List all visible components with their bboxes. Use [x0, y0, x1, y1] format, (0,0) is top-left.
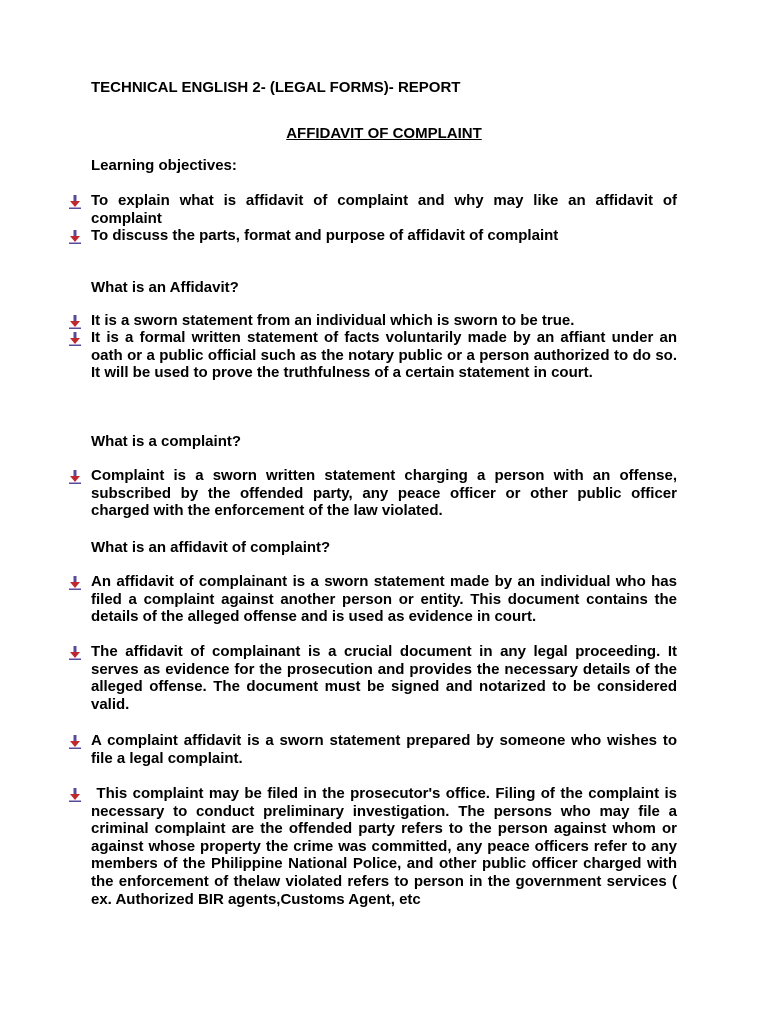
arrow-bullet-icon [69, 576, 81, 590]
list-item [91, 732, 677, 767]
affidavit-of-complaint-heading: What is an affidavit of complaint? [91, 539, 331, 556]
arrow-bullet-icon [69, 315, 81, 329]
complaint-text: Complaint is a sworn written statement charging a person with an offense, subscribed by the offended party, any peace officer or other public officer charged with the enforcement of the law violated. [91, 467, 677, 520]
affidavit-text: It is a sworn statement from an individual which is sworn to be true. [91, 312, 575, 329]
list-item [91, 312, 677, 330]
list-item [91, 643, 677, 713]
arrow-bullet-icon [69, 646, 81, 660]
affidavit-of-complaint-text: The affidavit of complainant is a crucial document in any legal proceeding. It serves as evidence for the prosecution and provides the necessary details of the alleged offense. The document must be signed and notarized to be considered valid. [91, 643, 677, 713]
complaint-heading: What is a complaint? [91, 433, 242, 450]
affidavit-heading: What is an Affidavit? [91, 279, 239, 296]
objective-text: To discuss the parts, format and purpose of affidavit of complaint [91, 227, 559, 244]
list-item [91, 573, 677, 626]
list-item [91, 227, 677, 245]
objective-text: To explain what is affidavit of complaint and why may like an affidavit of complaint [91, 192, 677, 227]
affidavit-of-complaint-text: An affidavit of complainant is a sworn statement made by an individual who has filed a complaint against another person or entity. This document contains the details of the alleged offense and is used as evidence in court. [91, 573, 677, 626]
affidavit-text: It is a formal written statement of facts voluntarily made by an affiant under an oath or a public official such as the notary public or a person authorized to do so. It will be used to prove the truthfulness of a certain statement in court. [91, 329, 677, 382]
arrow-bullet-icon [69, 195, 81, 209]
list-item [91, 192, 677, 227]
list-item [91, 467, 677, 520]
affidavit-of-complaint-text: This complaint may be filed in the prosecutor's office. Filing of the complaint is necessary to conduct preliminary investigation. The persons who may file a criminal complaint are the offended party refers to the person against whom or against whose property the crime was committed, any peace officers refer to any members of the Philippine National Police, and other public officer charged with the enforcement of thelaw violated refers to person in the government services ( ex. Authorized BIR agents,Customs Agent, etc [91, 785, 682, 908]
list-item [91, 785, 682, 908]
course-title: TECHNICAL ENGLISH 2- (LEGAL FORMS)- REPORT [91, 79, 461, 96]
affidavit-of-complaint-text: A complaint affidavit is a sworn statement prepared by someone who wishes to file a legal complaint. [91, 732, 677, 767]
arrow-bullet-icon [69, 332, 81, 346]
arrow-bullet-icon [69, 230, 81, 244]
arrow-bullet-icon [69, 788, 81, 802]
page-title: AFFIDAVIT OF COMPLAINT [286, 125, 482, 142]
arrow-bullet-icon [69, 735, 81, 749]
list-item [91, 329, 677, 382]
learning-objectives-heading: Learning objectives: [91, 157, 237, 174]
arrow-bullet-icon [69, 470, 81, 484]
